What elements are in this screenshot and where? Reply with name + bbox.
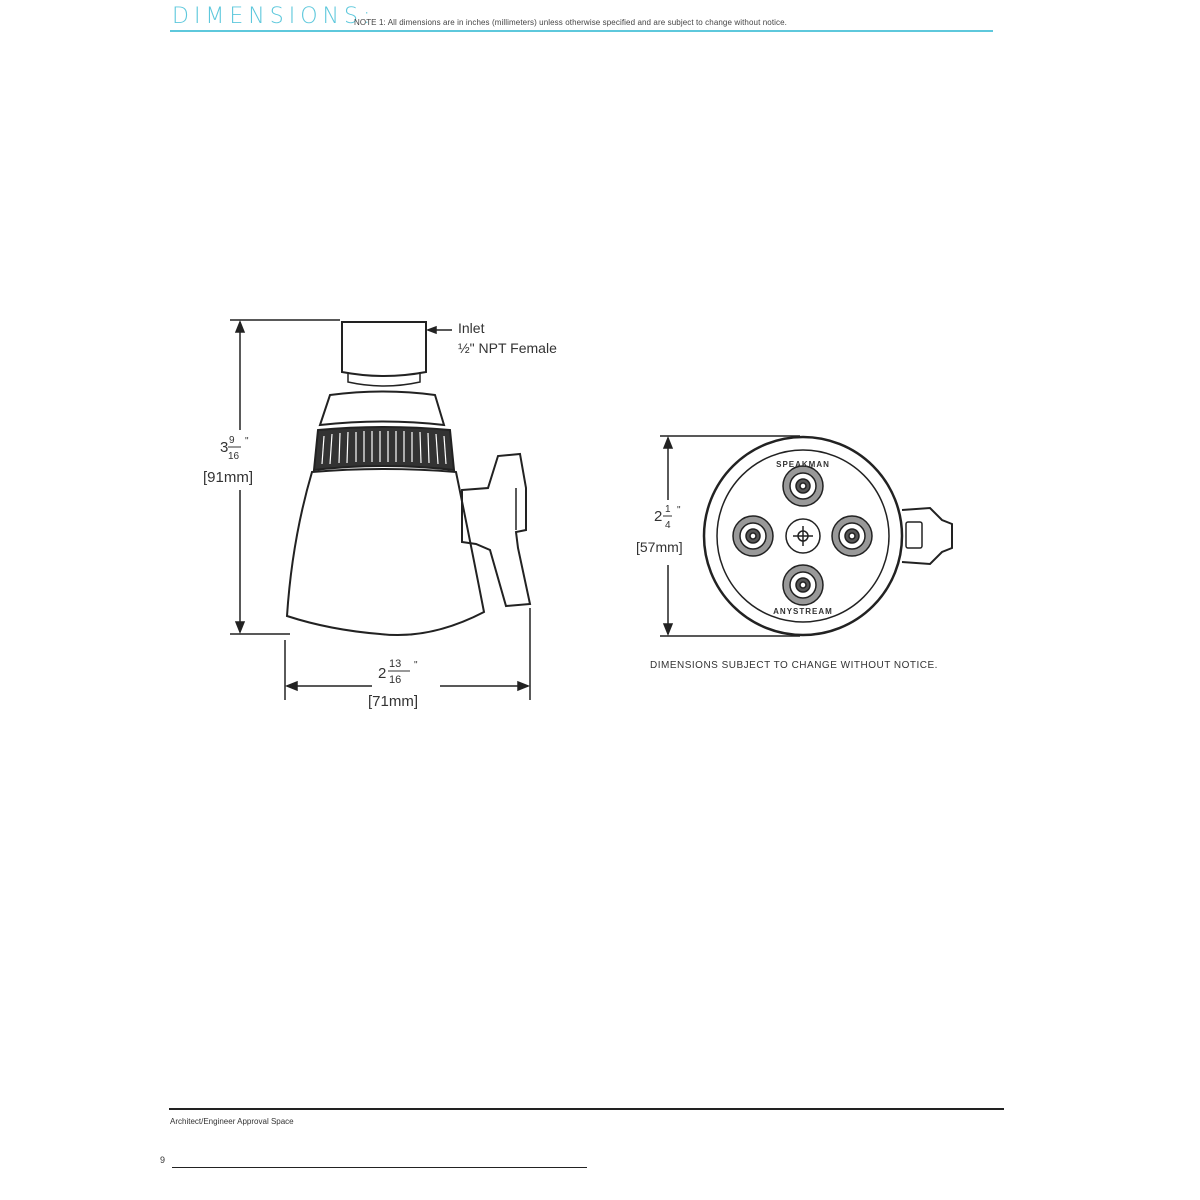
diameter-denominator: 4	[665, 520, 671, 531]
dimensions-note: NOTE 1: All dimensions are in inches (millimeters) unless otherwise specified and are subject to change without notice.	[354, 18, 787, 27]
width-mm: [71mm]	[368, 693, 419, 710]
diameter-mm: [57mm]	[636, 539, 683, 555]
width-whole: 2	[378, 665, 387, 682]
page-title: DIMENSIONS:	[172, 4, 376, 29]
width-numerator: 13	[389, 658, 402, 670]
inlet-spec: ½" NPT Female	[458, 340, 557, 356]
page-number: 9	[160, 1155, 166, 1165]
change-notice: DIMENSIONS SUBJECT TO CHANGE WITHOUT NOTICE.	[650, 660, 938, 671]
side-view	[230, 320, 530, 700]
approval-label: Architect/Engineer Approval Space	[170, 1117, 294, 1126]
brand-top: SPEAKMAN	[776, 460, 830, 469]
footer-divider	[169, 1108, 1004, 1110]
height-denominator: 16	[228, 451, 240, 462]
width-unit: "	[414, 660, 418, 671]
brand-bottom: ANYSTREAM	[773, 607, 833, 616]
diameter-numerator: 1	[665, 504, 671, 515]
width-denominator: 16	[389, 674, 402, 686]
diameter-whole: 2	[654, 508, 663, 525]
signature-line	[172, 1167, 587, 1168]
height-whole: 3	[220, 439, 229, 456]
height-mm: [91mm]	[203, 469, 254, 486]
height-unit: "	[245, 436, 249, 447]
height-numerator: 9	[229, 435, 235, 446]
inlet-label: Inlet	[458, 320, 485, 336]
diameter-unit: "	[677, 505, 681, 516]
